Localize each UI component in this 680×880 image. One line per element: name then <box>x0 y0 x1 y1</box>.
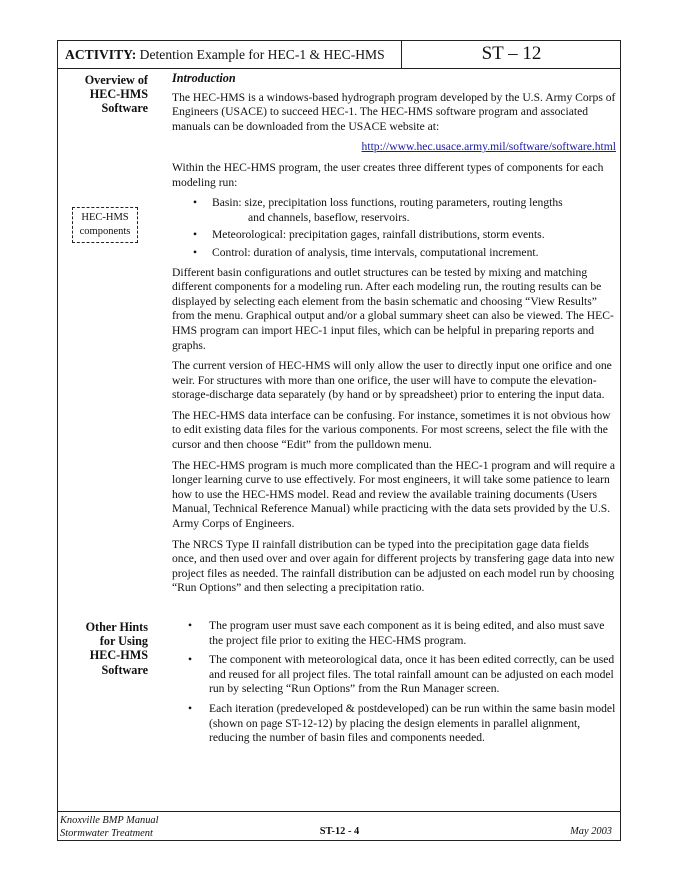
usace-website-link[interactable]: http://www.hec.usace.army.mil/software/software.html <box>361 140 616 154</box>
activity-label: ACTIVITY: <box>65 47 137 62</box>
section-code: ST – 12 <box>402 41 621 69</box>
activity-title: Detention Example for HEC-1 & HEC-HMS <box>139 47 385 62</box>
paragraph-learning-curve: The HEC-HMS program is much more complicated than the HEC-1 program and will require a longer learning curve to use effectively. For most engineers, it will take some patience to learn how to use the HEC-HMS model. Read and review the available training documents (Users Manual, Technical Reference Manual) while practicing with the data sets provided by the U.S. Army Corps of Engineers. <box>172 458 616 531</box>
sidebar-line: HEC-HMS <box>89 648 148 663</box>
components-callout-box <box>72 207 138 243</box>
list-item: • The component with meteorological data, once it has been edited correctly, can be used and reused for all project files. The total rainfall amount can be adjusted on each model run by selecting “Run Options” from the Run Manager screen. <box>172 653 616 697</box>
sidebar-line: Software <box>101 101 148 116</box>
section-title: Introduction <box>172 71 236 85</box>
sidebar-line: for Using <box>99 634 148 649</box>
list-item: • Each iteration (predeveloped & postdeveloped) can be run within the same basin model (shown on page ST-12-12) by placing the design elements in parallel alignment, reducing the number of basin files and components needed. <box>172 702 616 746</box>
paragraph-nrcs-rainfall: The NRCS Type II rainfall distribution can be typed into the precipitation gage data fields once, and then used over and over again for different projects by transfering gage data into new project files as needed. The rainfall distribution can be adjusted on each model run by choosing “Run Options” and then selecting a precipitation ratio. <box>172 537 615 595</box>
callout-line: HEC-HMS <box>81 212 129 223</box>
footer-date: May 2003 <box>570 826 612 837</box>
hints-list <box>172 619 616 751</box>
component-types-list <box>172 196 616 260</box>
list-item: • The program user must save each component as it is being edited, and also must save the project file prior to exiting the HEC-HMS program. <box>172 619 616 648</box>
page-number: ST-12 - 4 <box>319 826 360 837</box>
sidebar-line: HEC-HMS <box>89 87 148 102</box>
page-frame <box>57 40 621 841</box>
footer-divider <box>58 811 621 812</box>
footer-manual: Knoxville BMP Manual <box>60 815 159 826</box>
sidebar-overview-heading <box>58 73 148 116</box>
paragraph-orifice-weir: The current version of HEC-HMS will only allow the user to directly input one orifice and one weir. For structures with more than one orifice, the user will have to compute the elevation-storage-discharge data separately (by hand or by spreadsheet) prior to entering the input data. <box>172 359 612 402</box>
sidebar-line: Software <box>101 662 148 677</box>
sidebar-line: Other Hints <box>85 620 148 634</box>
paragraph-components: Within the HEC-HMS program, the user creates three different types of components for each modeling run: <box>172 160 604 189</box>
main-content <box>172 71 616 602</box>
paragraph-basin-configurations: Different basin configurations and outlet structures can be tested by mixing and matching different components for a modeling run. After each modeling run, the routing results can be displayed by selecting each element from the basin schematic and choosing “View Results” from the menu. Graphical output and/or a global summary sheet can also be viewed. The HEC-HMS program can import HEC-1 input files, which can be helpful in preparing reports and graphs. <box>172 265 614 352</box>
sidebar-hints-heading <box>58 620 148 677</box>
basin-text-continued: and channels, baseflow, reservoirs. <box>248 210 410 224</box>
basin-text: Basin: size, precipitation loss functions, routing parameters, routing lengths <box>212 196 563 210</box>
footer-section: Stormwater Treatment <box>60 828 153 840</box>
list-item-control: • Control: duration of analysis, time intervals, computational increment. <box>172 246 616 261</box>
paragraph-data-interface: The HEC-HMS data interface can be confusing. For instance, sometimes it is not obvious how to edit existing data files for the various components. For most screens, select the file with the cursor and then choose “Edit” from the pulldown menu. <box>172 408 611 452</box>
list-item-meteorological: • Meteorological: precipitation gages, rainfall distributions, storm events. <box>172 228 616 243</box>
paragraph-intro: The HEC-HMS is a windows-based hydrograph program developed by the U.S. Army Corps of Engineers (USACE) to succeed HEC-1. The HEC-HMS software program and associated manuals can be downloaded from the USACE website at: <box>172 90 616 133</box>
activity-header <box>58 41 402 69</box>
list-item-basin <box>172 196 616 225</box>
callout-line: components <box>79 225 131 237</box>
sidebar-line: Overview of <box>84 73 148 87</box>
